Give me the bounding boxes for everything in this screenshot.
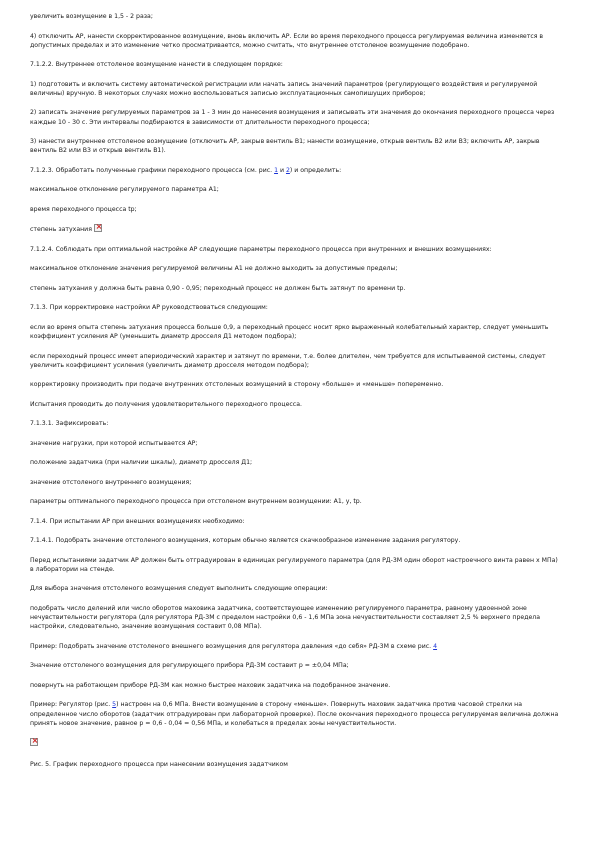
paragraph: если переходный процесс имеет апериодический характер и затянут по времени, т.е. более длителен, чем требуется для испытываемой системы, следует увеличить коэффициент усиления (увеличить диаметр дросселя методом подбора); <box>30 352 546 369</box>
paragraph-text: степень затухания <box>30 226 92 234</box>
paragraph: 4) отключить АР, нанести скорректированное возмущение, вновь включить АР. Если во время переходного процесса регулируемая величина изменяется в допустимых пределах и это изменение четко просматривается, можно считать, что внутреннее отстоленое возмущение подобрано. <box>30 32 544 49</box>
paragraph-text: и <box>278 166 286 174</box>
paragraph-text: 7.1.2.3. Обработать полученные графики переходного процесса (см. рис. <box>30 166 275 174</box>
paragraph: 7.1.2.2. Внутреннее отстоленое возмущение нанести в следующем порядке: <box>30 61 283 69</box>
figure-link[interactable]: 1 <box>274 166 278 174</box>
paragraph: если во время опыта степень затухания процесса больше 0,9, а переходный процесс носит ярко выраженный колебательный характер, следует уменьшить коэффициент усиления АР (уменьшить диаметр дросселя Д1 методом подбора); <box>30 323 549 341</box>
paragraph: повернуть на работающем приборе РД-3М как можно быстрее маховик задатчика на подобранное значение. <box>30 681 391 689</box>
paragraph: параметры оптимального переходного процесса при отстоленом внутреннем возмущении: А1, у, tр. <box>30 498 362 506</box>
paragraph-text: ) и определить: <box>289 166 342 174</box>
broken-image-icon <box>30 738 38 746</box>
paragraph: Перед испытаниями задатчик АР должен быть отградуирован в единицах регулируемого параметра (для РД-3М один оборот настроечного винта равен х МПа) в лаборатории на стенде. <box>30 556 558 573</box>
document-body <box>30 12 562 780</box>
paragraph: значение нагрузки, при которой испытывается АР; <box>30 439 198 447</box>
paragraph: Рис. 5. График переходного процесса при нанесении возмущения задатчиком <box>30 761 288 769</box>
paragraph: 3) нанести внутреннее отстоленое возмущение (отключить АР, закрыв вентиль В1; нанести возмущение, открыв вентиль В2 или В3; включить АР, закрыв вентиль В2 или В3 и открыв вентиль В1). <box>30 138 540 155</box>
paragraph: Испытания проводить до получения удовлетворительного переходного процесса. <box>30 400 302 408</box>
figure-link[interactable]: 4 <box>433 642 438 650</box>
figure-link[interactable]: 2 <box>285 166 290 174</box>
paragraph: корректировку производить при подаче внутренних отстоленых возмущений в сторону «больше» и «меньше» попеременно. <box>30 381 444 389</box>
paragraph: 7.1.3.1. Зафиксировать: <box>30 420 109 428</box>
paragraph: 7.1.2.4. Соблюдать при оптимальной настройке АР следующие параметры переходного процесса при внутренних и внешних возмущениях: <box>30 245 492 253</box>
paragraph <box>30 642 562 651</box>
paragraph: время переходного процесса tр; <box>30 205 137 213</box>
paragraph <box>30 166 562 175</box>
paragraph: Значение отстоленого возмущения для регулирующего прибора РД-3М составит p = ±0,04 МПа; <box>30 662 349 670</box>
paragraph <box>30 700 562 728</box>
paragraph: подобрать число делений или число оборотов маховика задатчика, соответствующее изменению регулируемого параметра, равному удвоенной зоне нечувствительности регулятора (для регулятора РД-3М с пределом настройки 0,6 - 1,6 МПа зона нечувствительности составляет 2,5 % верхнего предела настройки, следовательно, значение возмущения составит 0,08 МПа). <box>30 604 541 631</box>
broken-image-icon <box>94 224 102 232</box>
figure-link[interactable]: 5 <box>112 701 117 709</box>
paragraph: 1) подготовить и включить систему автоматической регистрации или начать запись значений параметров (регулирующего воздействия и регулируемой величины) вручную. В некоторых случаях можно воспользоваться записью эксплуатационных самопишущих приборов; <box>30 80 538 97</box>
paragraph: максимальное отклонение регулируемого параметра А1; <box>30 186 219 194</box>
paragraph-text: ) настроен на 0,6 МПа. Внести возмущение в сторону «меньше». Повернуть маховик задатчика против часовой стрелки на определенное число оборотов (задатчик отградуирован при лабораторной проверке). После окончания переходного процесса регулируемая величина должна принять новое значение, равное p = 0,6 - 0,04 = 0,56 МПа, и колебаться в пределах зоны нечувствительности. <box>30 701 559 727</box>
paragraph: максимальное отклонение значения регулируемой величины А1 не должно выходить за допустимые пределы; <box>30 265 398 273</box>
paragraph: степень затухания у должна быть равна 0,90 - 0,95; переходный процесс не должен быть затянут по времени tр. <box>30 284 406 292</box>
paragraph: увеличить возмущение в 1,5 - 2 раза; <box>30 13 153 20</box>
paragraph: 7.1.4.1. Подобрать значение отстоленого возмущения, которым обычно является скачкообразное изменение задания регулятору. <box>30 537 461 545</box>
paragraph: 7.1.3. При корректировке настройки АР руководствоваться следующим: <box>30 304 268 312</box>
paragraph-text: Пример: Подобрать значение отстоленого внешнего возмущения для регулятора давления «до себя» РД-3М в схеме рис. <box>30 642 434 650</box>
paragraph-text: Пример: Регулятор (рис. <box>30 701 113 709</box>
paragraph: значение отстоленого внутреннего возмущения; <box>30 478 192 486</box>
figure-image-placeholder <box>30 738 562 748</box>
paragraph: 2) записать значение регулируемых параметров за 1 - 3 мин до нанесения возмущения и записывать эти значения до окончания переходного процесса через каждые 10 - 30 с. Эти интервалы подбираются в зависимости от длительности переходного процесса; <box>30 109 555 126</box>
paragraph: положение задатчика (при наличии шкалы), диаметр дросселя Д1; <box>30 459 253 467</box>
paragraph: Для выбора значения отстоленого возмущения следует выполнить следующие операции: <box>30 585 328 593</box>
paragraph <box>30 224 562 234</box>
paragraph: 7.1.4. При испытании АР при внешних возмущениях необходимо: <box>30 517 245 525</box>
